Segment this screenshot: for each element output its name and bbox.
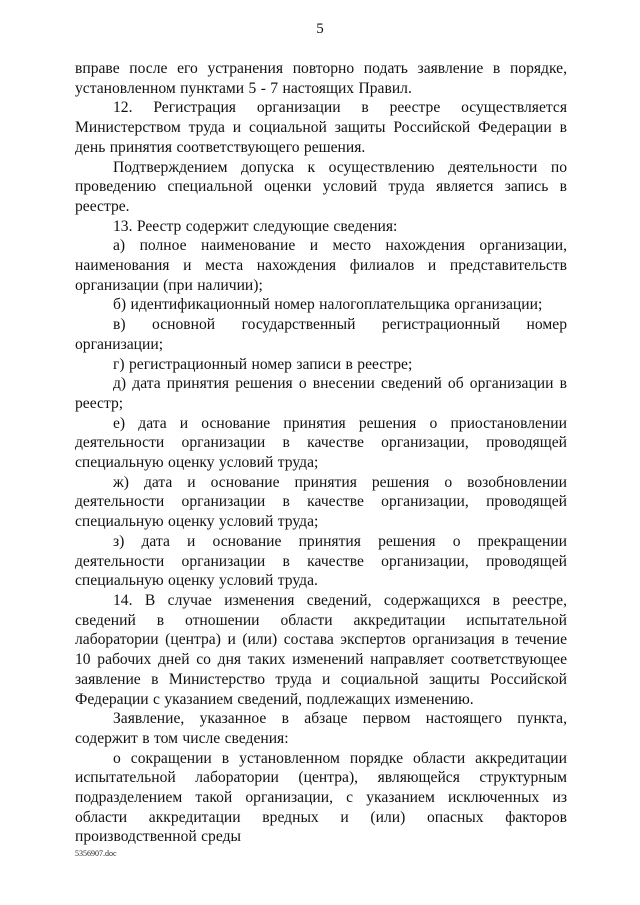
paragraph-accreditation-reduction: о сокращении в установленном порядке области аккредитации испытательной лаборатории (центра), являющейся структурным подразделением такой организации, с указанием исключенных из области аккредитации вредных и (или) опасных факторов производственной среды — [75, 749, 567, 846]
paragraph-item-12: 12. Регистрация организации в реестре осуществляется Министерством труда и социальной защиты Российской Федерации в день принятия соответствующего решения. — [75, 99, 567, 156]
paragraph-item-13-g: г) регистрационный номер записи в реестре; — [113, 355, 413, 373]
paragraph-item-13-b: б) идентификационный номер налогоплательщика организации; — [113, 296, 543, 314]
paragraph-item-13: 13. Реестр содержит следующие сведения: — [113, 217, 398, 235]
paragraph-item-13-v: в) основной государственный регистрационный номер организации; — [75, 316, 567, 353]
paragraph-item-13-d: д) дата принятия решения о внесении сведений об организации в реестр; — [75, 375, 567, 412]
footer-filename: 5356907.doc — [75, 849, 117, 858]
paragraph-item-13-e: е) дата и основание принятия решения о приостановлении деятельности организации в качестве организации, проводящей специальную оценку условий труда; — [75, 414, 567, 472]
paragraph-continuation: вправе после его устранения повторно подать заявление в порядке, установленном пунктами 5 - 7 настоящих Правил. — [75, 60, 567, 97]
paragraph-item-13-zh: ж) дата и основание принятия решения о возобновлении деятельности организации в качестве организации, проводящей специальную оценку условий труда; — [75, 473, 567, 531]
paragraph-statement: Заявление, указанное в абзаце первом настоящего пункта, содержит в том числе сведения: — [75, 710, 567, 747]
paragraph-item-13-a: а) полное наименование и место нахождения организации, наименования и места нахождения филиалов и представительств организации (при наличии); — [75, 237, 567, 294]
paragraph-item-14: 14. В случае изменения сведений, содержащихся в реестре, сведений в отношении области аккредитации испытательной лаборатории (центра) и (или) состава экспертов организация в течение 10 рабочих дней со дня таких изменений направляет соответствующее заявление в Министерство труда и социальной защиты Российской Федерации с указанием сведений, подлежащих изменению. — [75, 591, 567, 708]
page-number: 5 — [316, 21, 324, 37]
document-body — [75, 59, 567, 847]
paragraph-confirmation: Подтверждением допуска к осуществлению деятельности по проведению специальной оценки условий труда является запись в реестре. — [75, 158, 567, 215]
paragraph-item-13-z: з) дата и основание принятия решения о прекращении деятельности организации в качестве организации, проводящей специальную оценку условий труда. — [75, 532, 567, 590]
